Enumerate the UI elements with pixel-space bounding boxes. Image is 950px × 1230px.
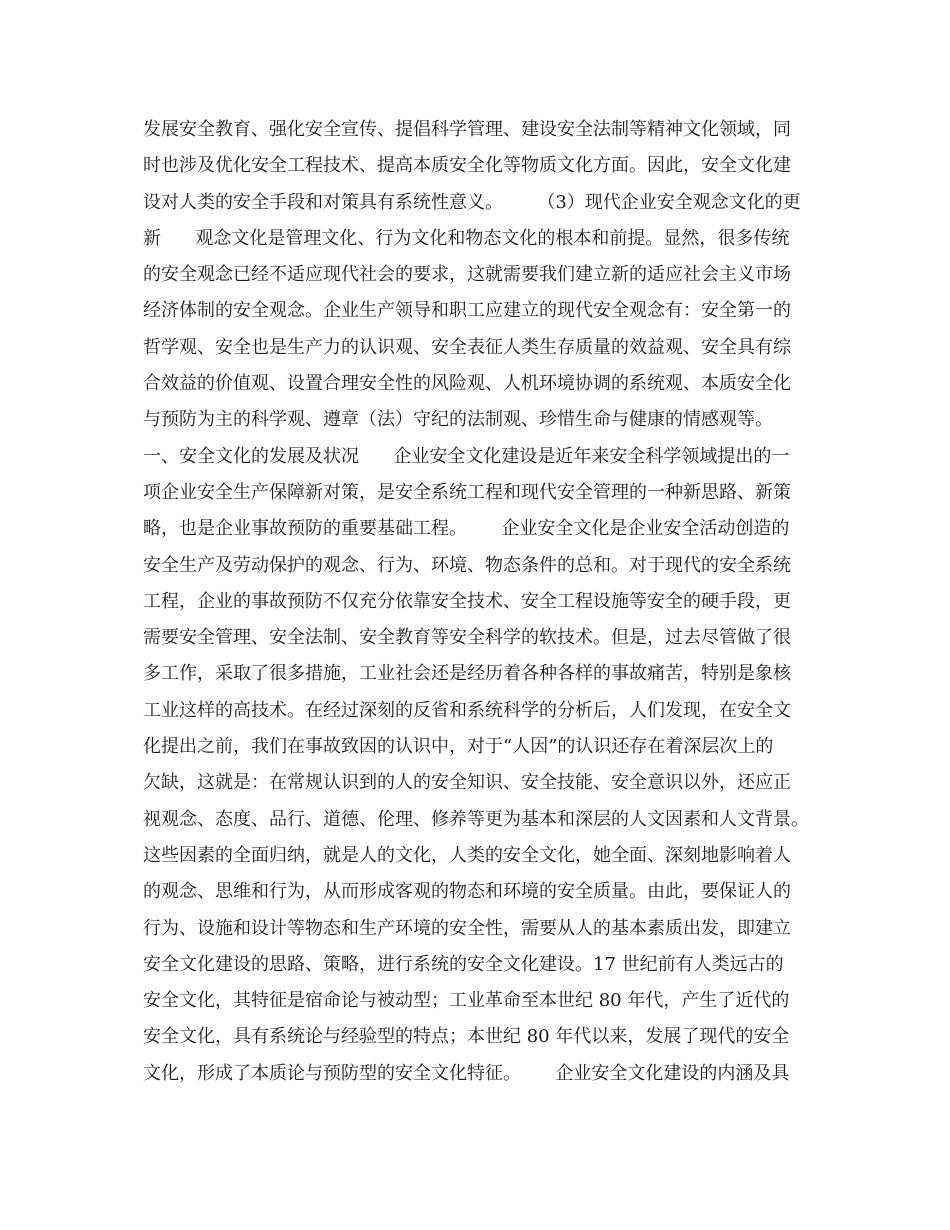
- text-line: 工程，企业的事故预防不仅充分依靠安全技术、安全工程设施等安全的硬手段，更: [143, 590, 791, 612]
- text-line: 的安全观念已经不适应现代社会的要求，这就需要我们建立新的适应社会主义市场: [143, 264, 791, 286]
- text-line: 与预防为主的科学观、遵章（法）守纪的法制观、珍惜生命与健康的情感观等。: [143, 409, 773, 431]
- text-line: 这些因素的全面归纳，就是人的文化，人类的安全文化，她全面、深刻地影响着人: [143, 844, 791, 866]
- text-line: 安全文化建设的思路、策略，进行系统的安全文化建设。17 世纪前有人类远古的: [143, 953, 784, 975]
- text-line: 安全生产及劳动保护的观念、行为、环境、物态条件的总和。对于现代的安全系统: [143, 554, 791, 576]
- text-line: 需要安全管理、安全法制、安全教育等安全科学的软技术。但是，过去尽管做了很: [143, 627, 791, 649]
- text-line: 的观念、思维和行为，从而形成客观的物态和环境的安全质量。由此，要保证人的: [143, 881, 791, 903]
- body-text: [143, 112, 823, 1092]
- text-line: 时也涉及优化安全工程技术、提高本质安全化等物质文化方面。因此，安全文化建: [143, 155, 791, 177]
- text-line: 哲学观、安全也是生产力的认识观、安全表征人类生存质量的效益观、安全具有综: [143, 336, 791, 358]
- text-line: 化提出之前，我们在事故致因的认识中，对于“人因”的认识还存在着深层次上的: [143, 736, 774, 758]
- text-line: 安全文化，具有系统论与经验型的特点；本世纪 80 年代以来，发展了现代的安全: [143, 1026, 790, 1048]
- text-line: 略，也是企业事故预防的重要基础工程。 企业安全文化是企业安全活动创造的: [143, 518, 790, 540]
- text-line: 一、安全文化的发展及状况 企业安全文化建设是近年来安全科学领域提出的一: [143, 445, 790, 467]
- text-line: 新 观念文化是管理文化、行为文化和物态文化的根本和前提。显然，很多传统: [143, 227, 790, 249]
- text-line: 发展安全教育、强化安全宣传、提倡科学管理、建设安全法制等精神文化领域，同: [143, 119, 791, 140]
- text-line: 合效益的价值观、设置合理安全性的风险观、人机环境协调的系统观、本质安全化: [143, 373, 791, 395]
- text-line: 欠缺，这就是：在常规认识到的人的安全知识、安全技能、安全意识以外，还应正: [143, 772, 791, 794]
- text-line: 经济体制的安全观念。企业生产领导和职工应建立的现代安全观念有：安全第一的: [143, 300, 791, 322]
- text-line: 视观念、态度、品行、道德、伦理、修养等更为基本和深层的人文因素和人文背景。: [143, 808, 809, 830]
- text-line: 项企业安全生产保障新对策，是安全系统工程和现代安全管理的一种新思路、新策: [143, 481, 791, 503]
- text-line: 行为、设施和设计等物态和生产环境的安全性，需要从人的基本素质出发，即建立: [143, 917, 791, 939]
- text-line: 文化，形成了本质论与预防型的安全文化特征。 企业安全文化建设的内涵及具: [143, 1062, 790, 1084]
- text-line: 安全文化，其特征是宿命论与被动型；工业革命至本世纪 80 年代，产生了近代的: [143, 990, 790, 1012]
- text-line: 工业这样的高技术。在经过深刻的反省和系统科学的分析后，人们发现，在安全文: [143, 699, 791, 721]
- text-line: 多工作，采取了很多措施，工业社会还是经历着各种各样的事故痛苦，特别是象核: [143, 663, 791, 685]
- text-line: 设对人类的安全手段和对策具有系统性意义。 （3）现代企业安全观念文化的更: [143, 191, 801, 213]
